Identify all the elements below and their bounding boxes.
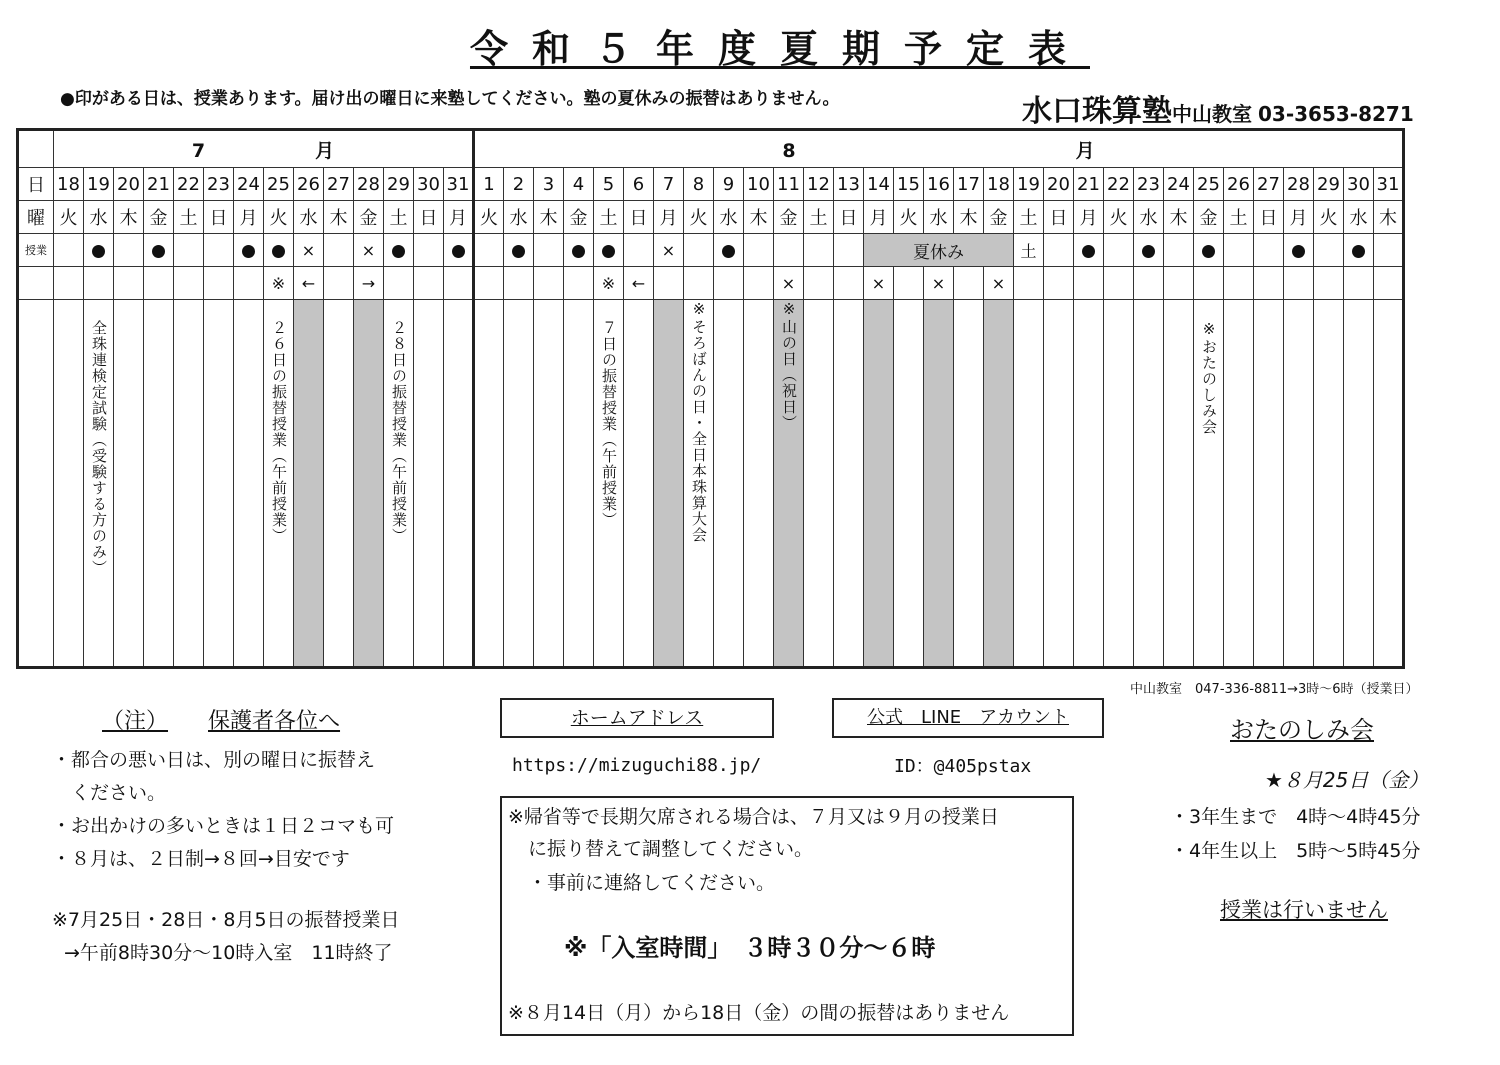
day-number: 6 (624, 168, 654, 201)
class-mark (1344, 234, 1374, 267)
absence-line-2: に振り替えて調整してください。 (528, 838, 814, 860)
day-number: 18 (984, 168, 1014, 201)
class-mark (1074, 234, 1104, 267)
day-row (18, 168, 1404, 201)
day-number: 29 (1314, 168, 1344, 201)
makeup-mark (834, 267, 864, 300)
makeup-mark (714, 267, 744, 300)
day-note-cell (1104, 300, 1134, 668)
event-time-lower: ・3年生まで 4時～4時45分 (1170, 806, 1421, 828)
day-note-cell (1044, 300, 1074, 668)
weekday: 土 (594, 201, 624, 234)
day-number: 28 (1284, 168, 1314, 201)
homepage-url[interactable]: https://mizuguchi88.jp/ (512, 755, 762, 776)
class-dot-icon (722, 245, 735, 258)
weekday: 金 (984, 201, 1014, 234)
parents-heading (102, 705, 472, 738)
branch-phone-note: 中山教室 047-336-8811→3時～6時（授業日） (1130, 682, 1419, 697)
makeup-mark: ※ (264, 267, 294, 300)
weekday: 金 (354, 201, 384, 234)
day-number: 23 (204, 168, 234, 201)
class-mark (684, 234, 714, 267)
no-class-note: 授業は行いません (1220, 898, 1388, 922)
weekday: 火 (264, 201, 294, 234)
day-note-cell (54, 300, 84, 668)
weekday: 日 (1254, 201, 1284, 234)
day-note-cell (924, 300, 954, 668)
class-mark (474, 234, 504, 267)
day-number: 16 (924, 168, 954, 201)
parents-notes (52, 705, 472, 970)
class-mark (804, 234, 834, 267)
weekday: 木 (1164, 201, 1194, 234)
weekday: 月 (654, 201, 684, 234)
day-note-cell (1314, 300, 1344, 668)
class-dot-icon (602, 245, 615, 258)
day-note-cell (1284, 300, 1314, 668)
line-account-label: 公式 LINE アカウント (867, 707, 1069, 728)
class-mark (444, 234, 474, 267)
weekday: 日 (834, 201, 864, 234)
makeup-mark (744, 267, 774, 300)
day-note-text: ※そろばんの日・全日本珠算大会 (690, 300, 708, 543)
weekday-row (18, 201, 1404, 234)
summer-break-cell: 夏休み (864, 234, 1014, 267)
class-dot-icon (1292, 245, 1305, 258)
day-note-cell (414, 300, 444, 668)
class-dot-icon (152, 245, 165, 258)
class-mark: × (354, 234, 384, 267)
class-dot-icon (1352, 245, 1365, 258)
class-dot-icon (1142, 245, 1155, 258)
makeup-mark (654, 267, 684, 300)
class-mark (264, 234, 294, 267)
homepage-box (500, 698, 774, 738)
class-mark (1224, 234, 1254, 267)
day-number: 23 (1134, 168, 1164, 201)
day-number: 25 (1194, 168, 1224, 201)
class-mark (1314, 234, 1344, 267)
day-number: 13 (834, 168, 864, 201)
day-note-cell (384, 300, 414, 668)
day-number: 31 (1374, 168, 1404, 201)
school-branch: 中山教室 (1172, 102, 1252, 126)
class-dot-icon (272, 245, 285, 258)
day-note-cell (624, 300, 654, 668)
makeup-mark: ← (294, 267, 324, 300)
class-dot-icon (242, 245, 255, 258)
day-number: 20 (1044, 168, 1074, 201)
makeup-mark (1014, 267, 1044, 300)
makeup-row-label (18, 267, 54, 300)
day-note-cell (984, 300, 1014, 668)
day-number: 10 (744, 168, 774, 201)
class-mark (1044, 234, 1074, 267)
class-mark (414, 234, 444, 267)
makeup-mark (474, 267, 504, 300)
class-mark (1284, 234, 1314, 267)
homepage-label: ホームアドレス (570, 707, 704, 729)
day-number: 19 (84, 168, 114, 201)
weekday: 土 (174, 201, 204, 234)
weekday: 月 (1074, 201, 1104, 234)
makeup-mark (1254, 267, 1284, 300)
makeup-mark (1044, 267, 1074, 300)
absence-notice-box (500, 796, 1074, 1036)
day-number: 26 (1224, 168, 1254, 201)
makeup-mark (174, 267, 204, 300)
line-account-box (832, 698, 1104, 738)
notes-row-label (18, 300, 54, 668)
class-mark (84, 234, 114, 267)
makeup-mark (204, 267, 234, 300)
day-note-cell (1074, 300, 1104, 668)
makeup-mark: ← (624, 267, 654, 300)
day-note-cell (564, 300, 594, 668)
weekday: 日 (1044, 201, 1074, 234)
day-note-cell (834, 300, 864, 668)
absence-line-3: ・事前に連絡してください。 (528, 872, 776, 894)
day-note-cell (534, 300, 564, 668)
weekday: 火 (54, 201, 84, 234)
day-note-cell (474, 300, 504, 668)
weekday: 土 (384, 201, 414, 234)
weekday: 日 (624, 201, 654, 234)
class-mark (1194, 234, 1224, 267)
day-number: 8 (684, 168, 714, 201)
makeup-mark: ※ (594, 267, 624, 300)
class-mark (174, 234, 204, 267)
weekday: 金 (774, 201, 804, 234)
class-mark (204, 234, 234, 267)
day-note-cell (1374, 300, 1404, 668)
makeup-mark: × (864, 267, 894, 300)
day-number: 12 (804, 168, 834, 201)
weekday: 木 (114, 201, 144, 234)
day-note-cell (144, 300, 174, 668)
weekday: 金 (1194, 201, 1224, 234)
class-mark: × (654, 234, 684, 267)
day-note-cell (504, 300, 534, 668)
class-mark (564, 234, 594, 267)
day-note-cell (1224, 300, 1254, 668)
makeup-mark (1224, 267, 1254, 300)
day-note-cell (894, 300, 924, 668)
day-number: 30 (414, 168, 444, 201)
day-number: 19 (1014, 168, 1044, 201)
day-number: 22 (174, 168, 204, 201)
day-note-cell (954, 300, 984, 668)
makeup-mark: × (984, 267, 1014, 300)
class-dot-icon (512, 245, 525, 258)
makeup-mark: × (924, 267, 954, 300)
weekday: 月 (234, 201, 264, 234)
day-note-text: 全珠連検定試験（受験する方のみ） (90, 320, 108, 576)
class-mark (144, 234, 174, 267)
class-mark (1254, 234, 1284, 267)
weekday: 水 (294, 201, 324, 234)
school-phone: 03-3653-8271 (1258, 102, 1414, 126)
weekday: 土 (1014, 201, 1044, 234)
school-name: 水口珠算塾 (1022, 94, 1172, 129)
day-number: 9 (714, 168, 744, 201)
weekday: 水 (1344, 201, 1374, 234)
makeup-mark (1284, 267, 1314, 300)
weekday: 日 (414, 201, 444, 234)
class-mark (1104, 234, 1134, 267)
weekday: 火 (1314, 201, 1344, 234)
day-note-cell (324, 300, 354, 668)
weekday: 木 (954, 201, 984, 234)
day-number: 21 (144, 168, 174, 201)
day-note-cell (1134, 300, 1164, 668)
month-header (474, 130, 1404, 168)
makeup-times: →午前8時30分～10時入室 11時終了 (64, 942, 393, 964)
makeup-mark (234, 267, 264, 300)
day-note-cell (1254, 300, 1284, 668)
makeup-mark (444, 267, 474, 300)
day-number: 26 (294, 168, 324, 201)
makeup-mark (804, 267, 834, 300)
class-mark (114, 234, 144, 267)
day-number: 14 (864, 168, 894, 201)
day-number: 24 (1164, 168, 1194, 201)
day-number: 3 (534, 168, 564, 201)
weekday: 水 (84, 201, 114, 234)
class-mark (594, 234, 624, 267)
makeup-mark (954, 267, 984, 300)
weekday: 木 (534, 201, 564, 234)
weekday: 月 (864, 201, 894, 234)
makeup-mark: → (354, 267, 384, 300)
makeup-mark (534, 267, 564, 300)
day-note-cell (744, 300, 774, 668)
event-date: ★８月25日（金） (1265, 768, 1429, 792)
day-number: 31 (444, 168, 474, 201)
class-mark (54, 234, 84, 267)
makeup-mark (684, 267, 714, 300)
line-account-id: ID：@405pstax (894, 756, 1032, 777)
makeup-row (18, 267, 1404, 300)
weekday: 水 (924, 201, 954, 234)
day-number: 20 (114, 168, 144, 201)
weekday: 月 (444, 201, 474, 234)
weekday: 金 (144, 201, 174, 234)
weekday: 土 (1224, 201, 1254, 234)
day-number: 11 (774, 168, 804, 201)
makeup-mark (1074, 267, 1104, 300)
class-mark (834, 234, 864, 267)
class-dot-icon (452, 245, 465, 258)
day-note-cell (204, 300, 234, 668)
makeup-mark (1164, 267, 1194, 300)
weekday: 火 (474, 201, 504, 234)
class-mark (1374, 234, 1404, 267)
day-note-cell (654, 300, 684, 668)
makeup-mark (1314, 267, 1344, 300)
day-note-cell (1164, 300, 1194, 668)
class-mark (624, 234, 654, 267)
class-mark (234, 234, 264, 267)
day-note-text: ７日の振替授業（午前授業） (600, 320, 618, 528)
makeup-mark (1194, 267, 1224, 300)
day-note-text: ※おたのしみ会 (1200, 320, 1218, 435)
weekday: 木 (1374, 201, 1404, 234)
makeup-mark (384, 267, 414, 300)
weekday: 水 (714, 201, 744, 234)
weekday: 日 (204, 201, 234, 234)
event-time-upper: ・4年生以上 5時～5時45分 (1170, 840, 1421, 862)
day-number: 7 (654, 168, 684, 201)
weekday: 木 (744, 201, 774, 234)
class-row-label: 授業 (18, 234, 54, 267)
day-number: 17 (954, 168, 984, 201)
weekday-row-label: 曜 (18, 201, 54, 234)
day-number: 21 (1074, 168, 1104, 201)
day-number: 5 (594, 168, 624, 201)
school-header (1022, 86, 1414, 130)
day-note-text: ※山の日（祝日） (780, 300, 798, 431)
day-note-cell (1014, 300, 1044, 668)
day-note-text: ２６日の振替授業（午前授業） (270, 320, 288, 544)
class-mark (324, 234, 354, 267)
day-note-cell (114, 300, 144, 668)
schedule-calendar (16, 128, 1405, 669)
day-note-cell (714, 300, 744, 668)
day-note-text: ２８日の振替授業（午前授業） (390, 320, 408, 544)
month-suffix: 月 (1075, 139, 1095, 162)
day-number: 15 (894, 168, 924, 201)
notes-row (18, 300, 1404, 668)
day-note-cell (1194, 300, 1224, 668)
makeup-mark (504, 267, 534, 300)
day-number: 1 (474, 168, 504, 201)
month-suffix: 月 (315, 139, 335, 162)
day-note-cell (444, 300, 474, 668)
absence-line-1: ※帰省等で長期欠席される場合は、７月又は９月の授業日 (508, 806, 999, 828)
weekday: 土 (804, 201, 834, 234)
makeup-mark (564, 267, 594, 300)
weekday: 水 (504, 201, 534, 234)
weekday: 火 (684, 201, 714, 234)
day-number: 27 (1254, 168, 1284, 201)
makeup-mark (414, 267, 444, 300)
day-note-cell (234, 300, 264, 668)
day-number: 29 (384, 168, 414, 201)
parents-line: ・都合の悪い日は、別の曜日に振替え (52, 749, 376, 771)
day-note-cell (294, 300, 324, 668)
day-note-cell (84, 300, 114, 668)
day-number: 2 (504, 168, 534, 201)
weekday: 木 (324, 201, 354, 234)
weekday: 金 (564, 201, 594, 234)
weekday: 月 (1284, 201, 1314, 234)
class-dot-icon (392, 245, 405, 258)
class-dot-icon (1202, 245, 1215, 258)
day-number: 22 (1104, 168, 1134, 201)
month-number: 8 (782, 139, 796, 162)
day-number: 25 (264, 168, 294, 201)
makeup-mark (1344, 267, 1374, 300)
weekday: 火 (1104, 201, 1134, 234)
makeup-mark (1374, 267, 1404, 300)
class-mark: 土 (1014, 234, 1044, 267)
class-mark (1134, 234, 1164, 267)
month-label-cell (18, 130, 54, 168)
makeup-mark (114, 267, 144, 300)
day-note-cell (1344, 300, 1374, 668)
class-mark (714, 234, 744, 267)
day-number: 18 (54, 168, 84, 201)
entry-time: ※「入室時間」 ３時３０分～６時 (564, 934, 936, 962)
makeup-mark (1104, 267, 1134, 300)
day-note-cell (804, 300, 834, 668)
day-row-label: 日 (18, 168, 54, 201)
class-mark (504, 234, 534, 267)
makeup-mark (1134, 267, 1164, 300)
no-makeup-note: ※８月14日（月）から18日（金）の間の振替はありません (508, 1002, 1010, 1024)
makeup-mark (144, 267, 174, 300)
day-note-cell (594, 300, 624, 668)
day-number: 28 (354, 168, 384, 201)
day-note-cell (354, 300, 384, 668)
parents-heading-note: （注） (102, 709, 169, 734)
class-dot-icon (92, 245, 105, 258)
day-note-cell (684, 300, 714, 668)
class-notice: ●印がある日は、授業あります。届け出の曜日に来塾してください。塾の夏休みの振替はありません。 (60, 89, 840, 109)
makeup-mark (54, 267, 84, 300)
day-note-cell (174, 300, 204, 668)
parents-heading-title: 保護者各位へ (208, 709, 341, 734)
parents-line: ・お出かけの多いときは１日２コマも可 (52, 815, 395, 837)
parents-line: ・８月は、２日制→８回→目安です (52, 848, 350, 870)
class-mark (534, 234, 564, 267)
makeup-mark: × (774, 267, 804, 300)
event-heading: おたのしみ会 (1230, 716, 1374, 744)
class-mark (1164, 234, 1194, 267)
makeup-mark (324, 267, 354, 300)
parents-line: ください。 (52, 782, 167, 804)
day-note-cell (864, 300, 894, 668)
day-number: 4 (564, 168, 594, 201)
class-dot-icon (572, 245, 585, 258)
day-note-cell (774, 300, 804, 668)
month-row (18, 130, 1404, 168)
day-number: 24 (234, 168, 264, 201)
class-mark: × (294, 234, 324, 267)
class-row (18, 234, 1404, 267)
class-mark (384, 234, 414, 267)
page-title: 令和５年度夏期予定表 (469, 27, 1090, 71)
class-dot-icon (1082, 245, 1095, 258)
class-mark (744, 234, 774, 267)
day-note-cell (264, 300, 294, 668)
day-number: 30 (1344, 168, 1374, 201)
day-number: 27 (324, 168, 354, 201)
month-header (54, 130, 474, 168)
makeup-dates: ※7月25日・28日・8月5日の振替授業日 (52, 909, 400, 931)
weekday: 火 (894, 201, 924, 234)
month-number: 7 (191, 139, 206, 162)
weekday: 水 (1134, 201, 1164, 234)
class-mark (774, 234, 804, 267)
makeup-mark (84, 267, 114, 300)
makeup-mark (894, 267, 924, 300)
